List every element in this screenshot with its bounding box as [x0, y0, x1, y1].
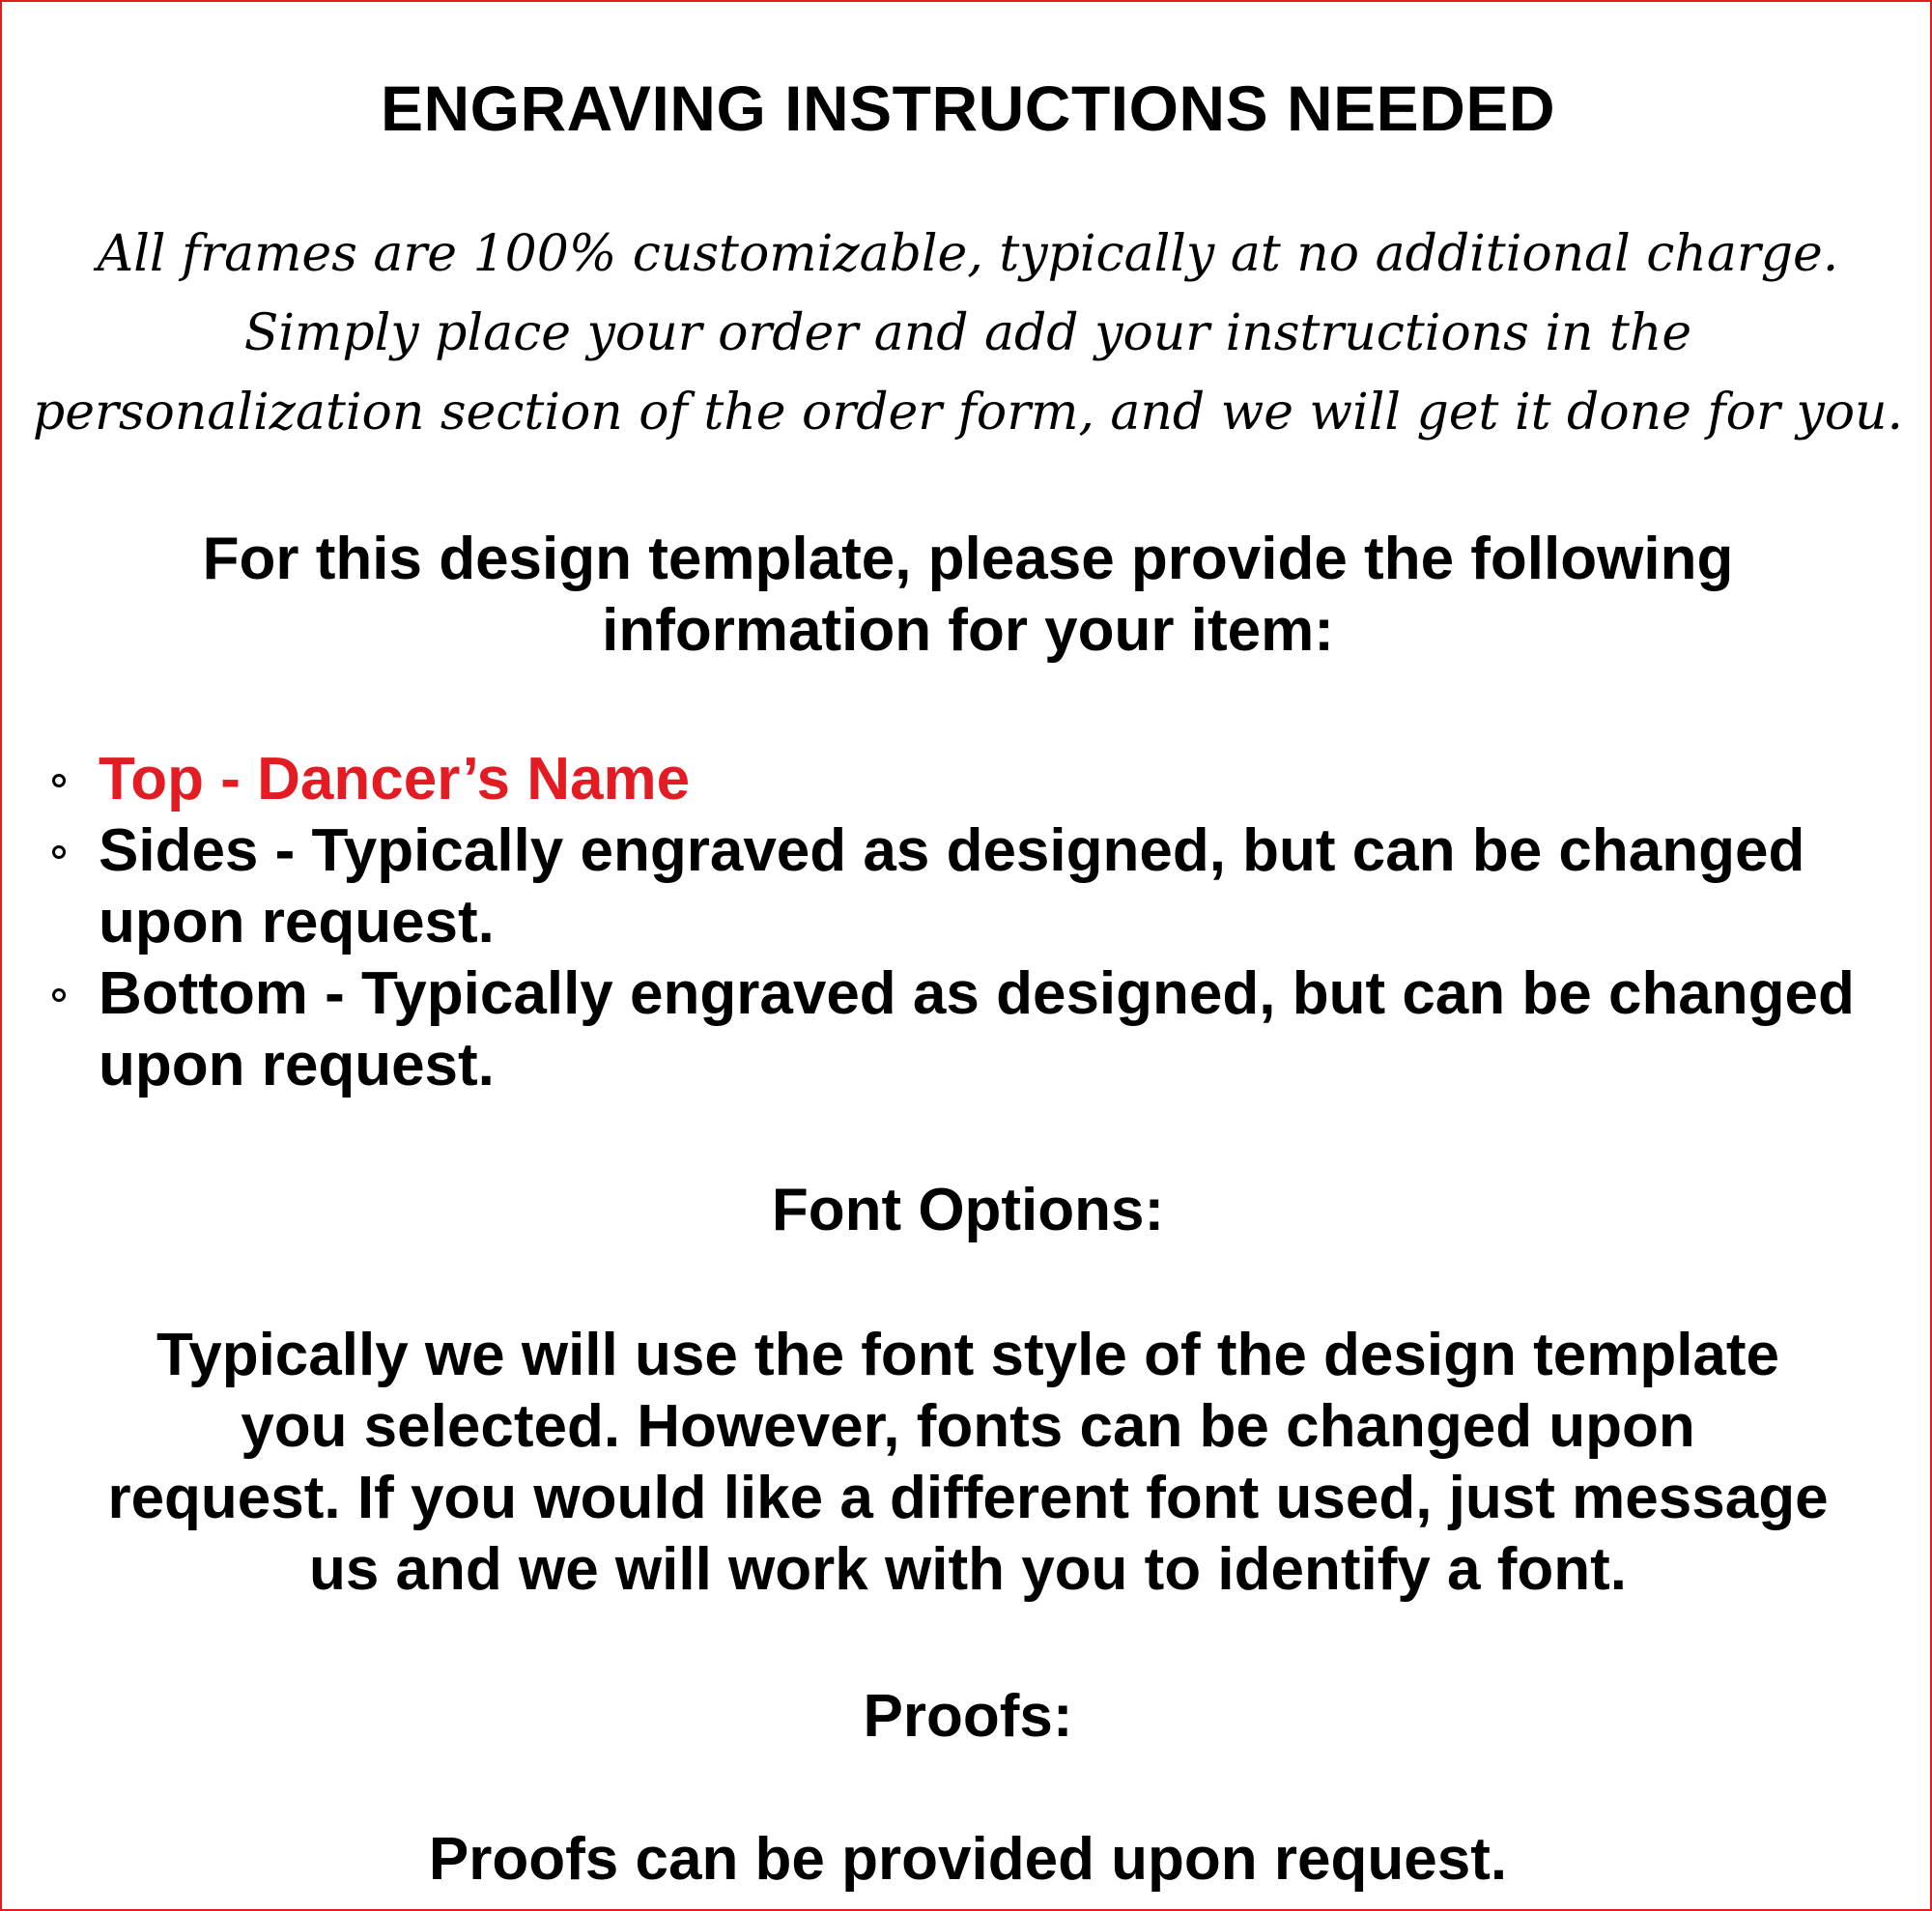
proofs-text: Proofs can be provided upon request. [428, 1826, 1508, 1893]
list-item-top [48, 744, 1932, 815]
font-options-line: you selected. However, fonts can be changed upon [241, 1393, 1695, 1460]
bullet-circle-icon [52, 845, 66, 859]
font-options-heading: Font Options: [771, 1177, 1165, 1243]
bullet-circle-icon [52, 774, 66, 787]
customization-note-line: All frames are 100% customizable, typically at no additional charge. [97, 225, 1839, 283]
font-options-line: request. If you would like a different font used, just message [107, 1465, 1829, 1531]
font-options-line: us and we will work with you to identify a font. [308, 1536, 1628, 1603]
bullet-circle-icon [52, 988, 66, 1002]
customization-note-line: Simply place your order and add your instructions in the [243, 304, 1692, 362]
font-options-text [2, 1320, 1932, 1606]
list-item-text: Bottom - Typically engraved as designed, but can be changed upon request. [99, 960, 1855, 1098]
list-item-text: Sides - Typically engraved as designed, but can be changed upon request. [99, 817, 1805, 956]
intro-line: For this design template, please provide the following [202, 526, 1734, 592]
list-item-text: Top - Dancer’s Name [99, 746, 691, 813]
page-title: ENGRAVING INSTRUCTIONS NEEDED [380, 72, 1556, 144]
proofs-heading: Proofs: [863, 1683, 1073, 1750]
required-info-list [48, 744, 1932, 1101]
customization-note [2, 214, 1932, 452]
intro-line: information for your item: [602, 597, 1334, 664]
font-options-line: Typically we will use the font style of the design template [156, 1322, 1780, 1388]
customization-note-line: personalization section of the order form, and we will get it done for you. [32, 384, 1904, 442]
intro-text [2, 524, 1932, 667]
list-item-bottom [48, 958, 1932, 1101]
list-item-sides [48, 815, 1932, 958]
